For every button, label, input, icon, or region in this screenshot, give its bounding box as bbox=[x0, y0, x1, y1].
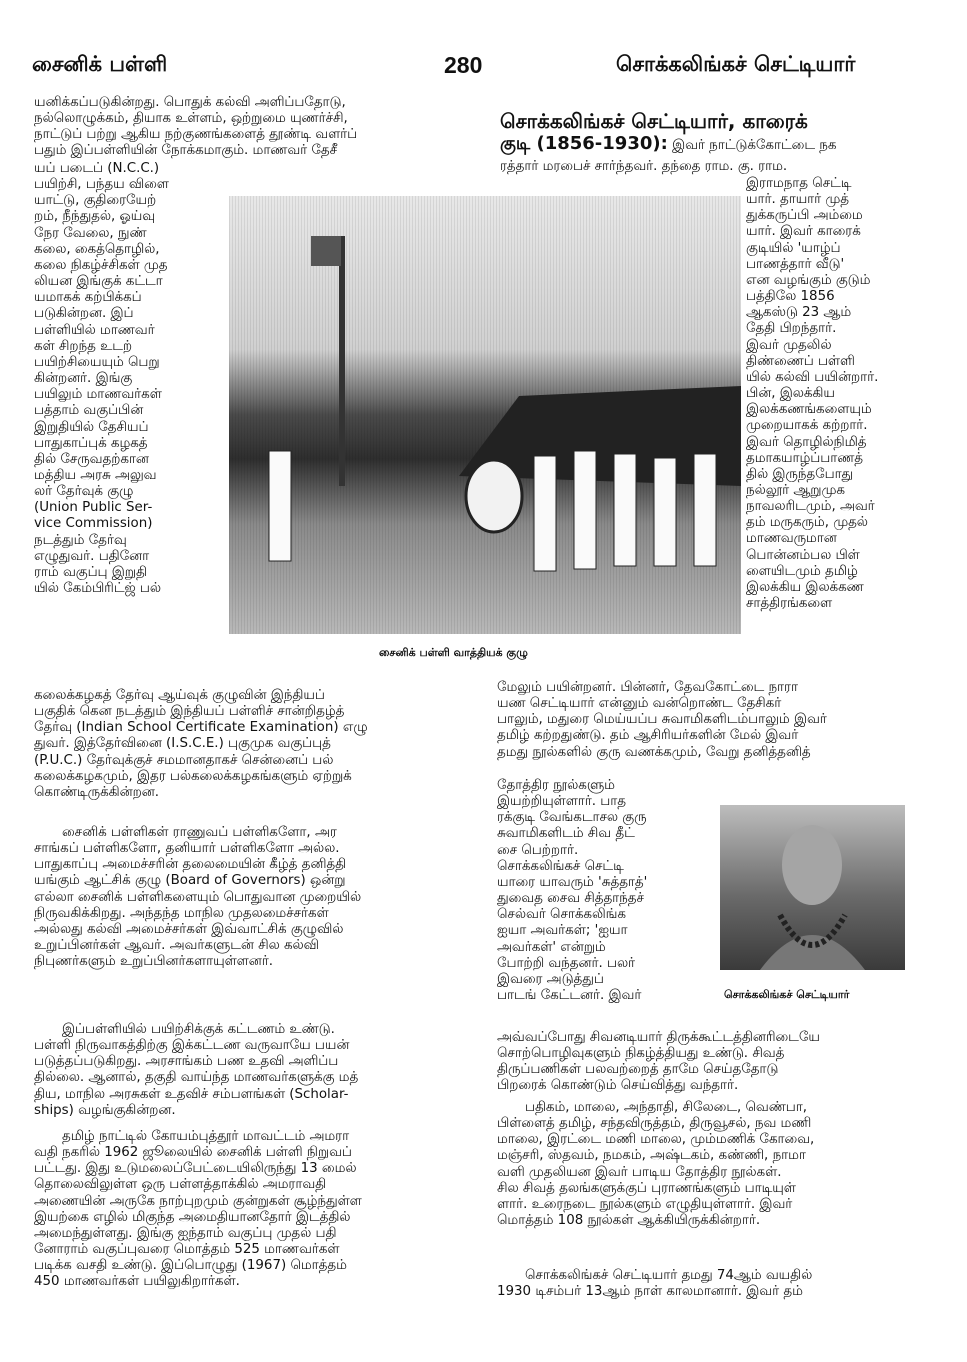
entry-title-dates: குடி (1856-1930): bbox=[500, 133, 668, 154]
band-photo-caption: சைனிக் பள்ளி வாத்தியக் குழு bbox=[379, 646, 528, 659]
right-wrap-text-2: தோத்திர நூல்களும் இயற்றியுள்ளார். பாத ரக்குடி வேங்கடாசல குரு சுவாமிகளிடம் சிவ தீட் சை பெற்றார். சொக்கலிங்கச் செட்டி யாரை யாவரும் 'சுத்தாத்' துவைத சைவ சித்தாந்தச் செல்வர் சொக்கலிங்க ஐயா அவர்கள்; 'ஐயா அவர்கள்' என்றும் போற்றி வந்தனர். பலர் இவரை அடுத்துப் பாடங் கேட்டனர். இவர் bbox=[497, 778, 648, 1004]
band-photo bbox=[229, 196, 741, 634]
portrait-figure bbox=[720, 805, 905, 970]
right-paragraph-works: பதிகம், மாலை, அந்தாதி, சிலேடை, வெண்பா, பிள்ளைத் தமிழ், சந்தவிருத்தம், திருவூசல், நவ மணி மாலை, இரட்டை மணி மாலை, மும்மணிக் கோவை, மஞ்சரி, ஸ்தவம், நமகம், அஷ்டகம், கண்ணி, நாமா வளி முதலியன இவர் பாடிய தோத்திர நூல்கள். சில சிவத் தலங்களுக்குப் புராணங்களும் பாடியுள் ளார். உரைநடை நூல்களும் எழுதியுள்ளார். இவர் மொத்தம் 108 நூல்கள் ஆக்கியிருக்கின்றார். bbox=[497, 1100, 815, 1229]
right-middle-text: மேலும் பயின்றனர். பின்னர், தேவகோட்டை நாரா யண செட்டியார் என்னும் வன்றொண்ட தேசிகர் பாலும், மதுரை மெய்யப்ப சுவாமிகளிடம்பாலும் இவர் தமிழ் கற்றதுண்டு. தம் ஆசிரியர்களின் மேல் இவர் தமது நூல்களில் குரு வணக்கமும், வேறு தனித்தனித் bbox=[497, 680, 827, 760]
running-header-left: சைனிக் பள்ளி bbox=[32, 52, 168, 76]
running-header-right: சொக்கலிங்கச் செட்டியார் bbox=[616, 52, 856, 76]
left-paragraph-2: சைனிக் பள்ளிகள் ராணுவப் பள்ளிகளோ, அர சாங்கப் பள்ளிகளோ, தனியார் பள்ளிகளோ அல்ல. பாதுகாப்பு அமைச்சரின் தலைமையின் கீழ்த் தனித்தி யங்கும் ஆட்சிக் குழு (Board of Governors) ஒன்று எல்லா சைனிக் பள்ளிகளையும் பொதுவான முறையில் நிருவகிக்கிறது. அந்தந்த மாநில முதலமைச்சர்கள் அல்லது கல்வி அமைச்சர்கள் இவ்வாட்சிக் குழுவில் உறுப்பினர்கள் ஆவர். அவர்களுடன் சில கல்வி நிபுணர்களும் உறுப்பினர்களாயுள்ளனர். bbox=[34, 825, 362, 970]
page-number: 280 bbox=[444, 52, 483, 78]
entry-title-line-2 bbox=[500, 133, 930, 154]
left-paragraph-1-continued: கலைக்கழகத் தேர்வு ஆய்வுக் குழுவின் இந்தியப் பகுதிக் கென நடத்தும் இந்தியப் பள்ளிச் சான்றிதழ்த் தேர்வு (Indian School Certificate Examination) எழு துவர். இத்தேர்வினை (I.S.C.E.) புகுமுக வகுப்புத் (P.U.C.) தேர்வுக்குச் சமமானதாகச் சென்னைப் பல் கலைக்கழகமும், இதர பல்கலைக்கழகங்களும் ஏற்றுக் கொண்டிருக்கின்றன. bbox=[34, 688, 368, 800]
left-paragraph-4: தமிழ் நாட்டில் கோயம்புத்தூர் மாவட்டம் அமரா வதி நகரில் 1962 ஜூலையில் சைனிக் பள்ளி நிறுவப் பட்டது. இது உடுமலைப்பேட்டையிலிருந்து 13 மைல் தொலைவிலுள்ள ஒரு பள்ளத்தாக்கில் அமராவதி அணையின் அருகே நாற்புறமும் குன்றுகள் சூழ்ந்துள்ள இயற்கை எழில் மிகுந்த அமைதியானதோர் இடத்தில் அமைந்துள்ளது. இங்கு ஐந்தாம் வகுப்பு முதல் பதி னோராம் வகுப்புவரை மொத்தம் 525 மாணவர்கள் படிக்க வசதி உண்டு. இப்பொழுது (1967) மொத்தம் 450 மாணவர்கள் பயிலுகிறார்கள். bbox=[34, 1129, 362, 1290]
band-photo-figures bbox=[229, 196, 741, 634]
left-wrap-text: யப் படைப் (N.C.C.) பயிற்சி, பந்தய விளை யாட்டு, குதிரையேற் றம், நீந்துதல், ஓய்வு நேர வேலை, நுண் கலை, கைத்தொழில், கலை நிகழ்ச்சிகள் முத லியன இங்குக் கட்டா யமாகக் கற்பிக்கப் படுகின்றன. இப் பள்ளியில் மாணவர் கள் சிறந்த உடற் பயிற்சியையும் பெறு கின்றனர். இங்கு பயிலும் மாணவர்கள் பத்தாம் வகுப்பின் இறுதியில் தேசியப் பாதுகாப்புக் கழகத் தில் சேருவதற்கான மத்திய அரசு அலுவ லர் தேர்வுக் குழு (Union Public Ser- vice Commission) நடத்தும் தேர்வு எழுதுவர். பதினோ ராம் வகுப்பு இறுதி யில் கேம்பிரிட்ஜ் பல் bbox=[34, 161, 169, 597]
entry-second-line: ரத்தார் மரபைச் சார்ந்தவர். தந்தை ராம. கு. ராம. bbox=[500, 159, 788, 174]
entry-first-line: இவர் நாட்டுக்கோட்டை நக bbox=[667, 138, 837, 153]
left-paragraph-3: இப்பள்ளியில் பயிற்சிக்குக் கட்டணம் உண்டு. பள்ளி நிருவாகத்திற்கு இக்கட்டண வருவாயே பயன் படுத்தப்படுகிறது. அரசாங்கம் பண உதவி அளிப்ப தில்லை. ஆனால், தகுதி வாய்ந்த மாணவர்களுக்கு மத் திய, மாநில அரசுகள் உதவிச் சம்பளங்கள் (Scholar- ships) வழங்குகின்றன. bbox=[34, 1022, 359, 1118]
left-opening-text: யனிக்கப்படுகின்றது. பொதுக் கல்வி அளிப்பதோடு, நல்லொழுக்கம், தியாக உள்ளம், ஒற்றுமை யுணர்ச்சி, நாட்டுப் பற்று ஆகிய நற்குணங்களைத் தூண்டி வளர்ப் பதும் இப்பள்ளியின் நோக்கமாகும். மாணவர் தேசீ bbox=[34, 95, 358, 159]
entry-title: சொக்கலிங்கச் செட்டியார், காரைக் bbox=[500, 109, 808, 133]
right-paragraph-death: சொக்கலிங்கச் செட்டியார் தமது 74ஆம் வயதில் 1930 டிசம்பர் 13ஆம் நாள் காலமானார். இவர் தம் bbox=[497, 1268, 813, 1300]
portrait-photo bbox=[720, 805, 905, 970]
right-text-continued: அவ்வப்போது சிவனடியார் திருக்கூட்டத்தினரிடையே சொற்பொழிவுகளும் நிகழ்த்தியது உண்டு. சிவத் திருப்பணிகள் பலவற்றைத் தாமே செய்ததோடு பிறரைக் கொண்டும் செய்வித்து வந்தார். bbox=[497, 1030, 820, 1094]
right-wrap-text: இராமநாத செட்டி யார். தாயார் முத் துக்கருப்பி அம்மை யார். இவர் காரைக் குடியில் 'யாழ்ப் பாணத்தார் வீடு' என வழங்கும் குடும் பத்திலே 1856 ஆகஸ்டு 23 ஆம் தேதி பிறந்தார். இவர் முதலில் திண்ணைப் பள்ளி யில் கல்வி பயின்றார். பின், இலக்கிய இலக்கணங்களையும் முறையாகக் கற்றார். இவர் தொழில்நிமித் தமாகயாழ்ப்பாணத் தில் இருந்தபோது நல்லூர் ஆறுமுக நாவலரிடமும், அவர் தம் மருகரும், முதல் மாணவருமான பொன்னம்பல பிள் ளையிடமும் தமிழ் இலக்கிய இலக்கண சாத்திரங்களை bbox=[746, 176, 879, 612]
portrait-caption: சொக்கலிங்கச் செட்டியார் bbox=[724, 988, 850, 1001]
